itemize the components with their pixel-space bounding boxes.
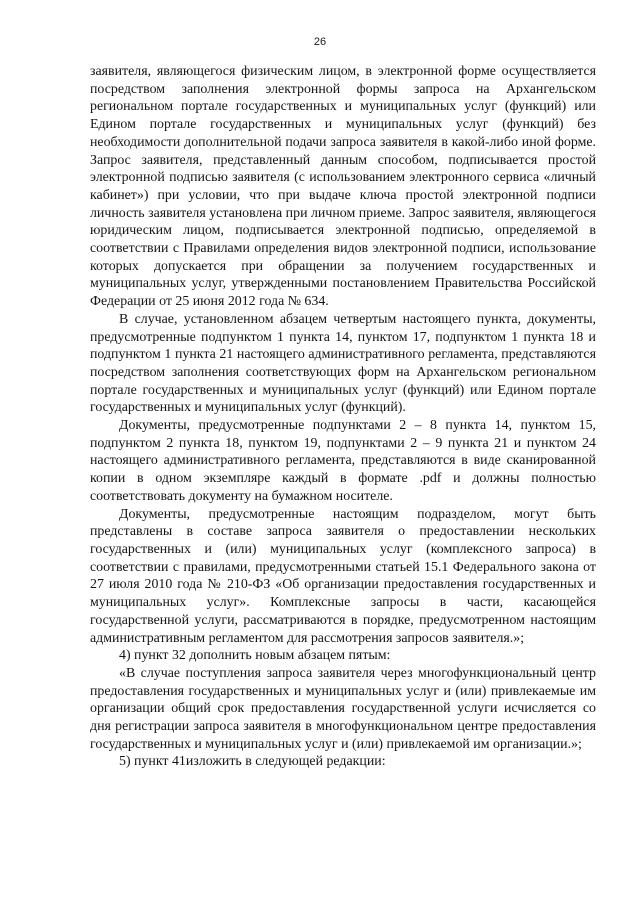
paragraph-quoted-addition: «В случае поступления запроса заявителя через многофункциональный центр предоставления государственных и муниципальных услуг и (или) привлекаемые им организации общий срок предоставления государственной услуги исчисляется со дня регистрации запроса заявителя в многофункциональном центре предоставления государственных и муниципальных услуг и (или) привлекаемой им организации.»; — [90, 665, 596, 752]
paragraph-item-5: 5) пункт 41изложить в следующей редакции: — [119, 754, 386, 770]
paragraph-continuation: заявителя, являющегося физическим лицом, в электронной форме осуществляется посредством заполнения электронной формы запроса на Архангельском региональном портале государственных и муниципальных услуг (функций) или Едином портале государственных и муниципальных услуг (функций) без необходимости дополнительной подачи запроса заявителя в какой-либо иной форме. Запрос заявителя, представленный данным способом, подписывается простой электронной подписью заявителя (с использованием электронного сервиса «личный кабинет») при условии, что при выдаче ключа простой электронной подписи личность заявителя установлена при личном приеме. Запрос заявителя, являющегося юридическим лицом, подписывается электронной подписью, определяемой в соответствии с Правилами определения видов электронной подписи, использование которых допускается при обращении за получением государственных и муниципальных услуг, утвержденными постановлением Правительства Российской Федерации от 25 июня 2012 года № 634. — [90, 64, 596, 310]
paragraph-documents-scanned: Документы, предусмотренные подпунктами 2 – 8 пункта 14, пунктом 15, подпунктом 2 пункта 18, пунктом 19, подпунктами 2 – 9 пункта 21 и пунктом 24 настоящего административного регламента, представляются в виде сканированной копии в одном экземпляре каждый в формате .pdf и должны полностью соответствовать документу на бумажном носителе. — [90, 418, 596, 504]
document-body — [90, 63, 596, 771]
paragraph-complex-request: Документы, предусмотренные настоящим подразделом, могут быть представлены в составе запроса заявителя о предоставлении нескольких государственных и (или) муниципальных услуг (комплексного запроса) в соответствии с правилами, предусмотренными статьей 15.1 Федерального закона от 27 июля 2010 года № 210-ФЗ «Об организации предоставления государственных и муниципальных услуг». Комплексные запросы в части, касающейся государственной услуги, рассматриваются в порядке, предусмотренном настоящим административным регламентом для рассмотрения запросов заявителя.»; — [90, 506, 596, 646]
paragraph-item-4: 4) пункт 32 дополнить новым абзацем пятым: — [119, 648, 391, 664]
paragraph-case-established: В случае, установленном абзацем четвертым настоящего пункта, документы, предусмотренные подпунктом 1 пункта 14, пунктом 17, подпунктом 1 пункта 18 и подпунктом 1 пункта 21 настоящего административного регламента, представляются посредством заполнения соответствующих форм на Архангельском региональном портале государственных и муниципальных услуг (функций) или Едином портале государственных и муниципальных услуг (функций). — [90, 311, 596, 416]
page-number: 26 — [313, 36, 327, 48]
